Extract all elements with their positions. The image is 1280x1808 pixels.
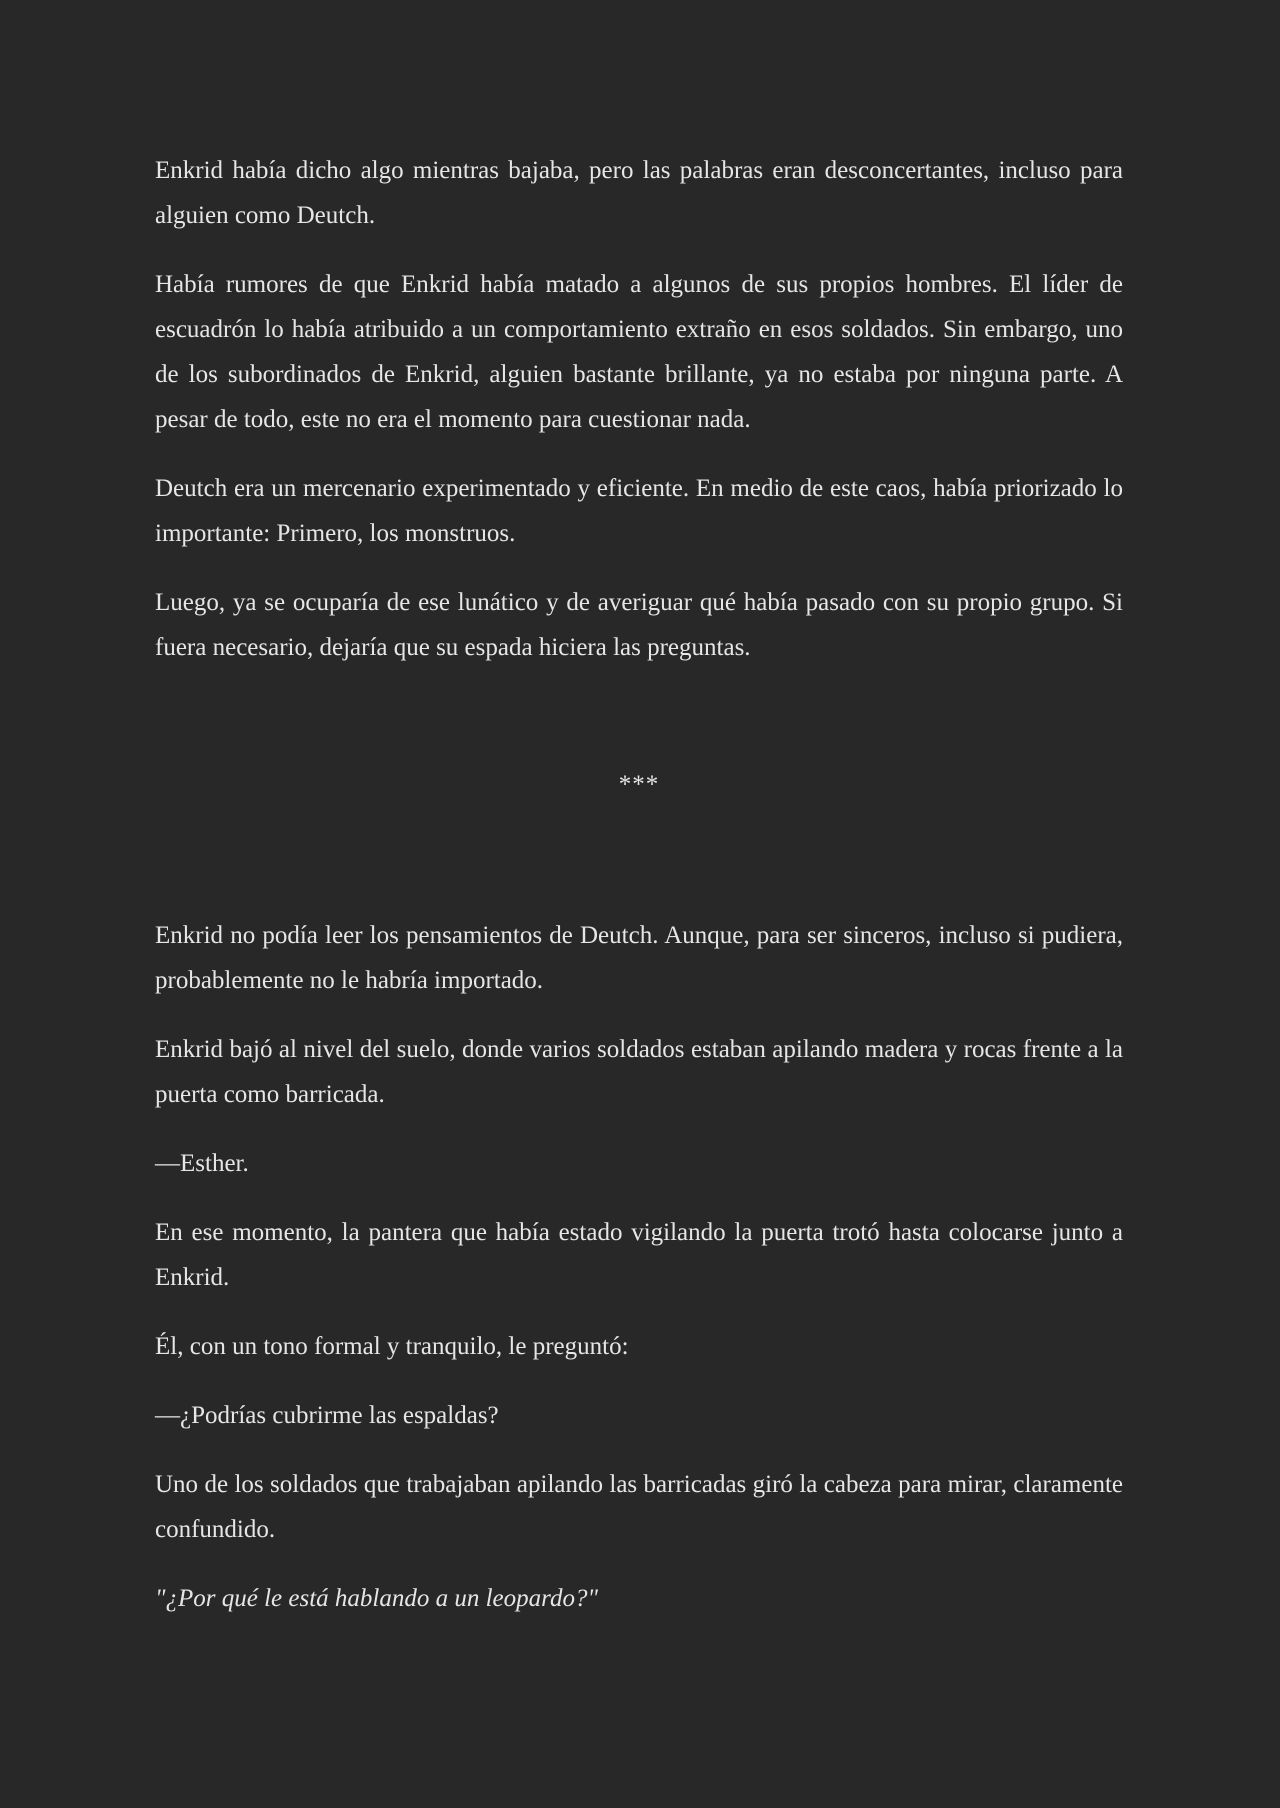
- paragraph: Luego, ya se ocuparía de ese lunático y de averiguar qué había pasado con su propio grupo. Si fuera necesario, dejaría que su espada hiciera las preguntas.: [155, 589, 1123, 661]
- paragraph: Había rumores de que Enkrid había matado a algunos de sus propios hombres. El líder de escuadrón lo había atribuido a un comportamiento extraño en esos soldados. Sin embargo, uno de los subordinados de Enkrid, alguien bastante brillante, ya no estaba por ninguna parte. A pesar de todo, este no era el momento para cuestionar nada.: [155, 271, 1123, 433]
- dialogue-line: —¿Podrías cubrirme las espaldas?: [155, 1402, 499, 1429]
- paragraph: Enkrid bajó al nivel del suelo, donde varios soldados estaban apilando madera y rocas frente a la puerta como barricada.: [155, 1036, 1123, 1108]
- scene-break: ***: [618, 771, 660, 798]
- reader-content: [155, 148, 1123, 1645]
- paragraph: Él, con un tono formal y tranquilo, le preguntó:: [155, 1333, 629, 1360]
- paragraph: Enkrid había dicho algo mientras bajaba, pero las palabras eran desconcertantes, incluso para alguien como Deutch.: [155, 157, 1123, 229]
- inner-thought: "¿Por qué le está hablando a un leopardo?": [155, 1585, 598, 1612]
- paragraph: En ese momento, la pantera que había estado vigilando la puerta trotó hasta colocarse junto a Enkrid.: [155, 1219, 1123, 1291]
- paragraph: Deutch era un mercenario experimentado y eficiente. En medio de este caos, había priorizado lo importante: Primero, los monstruos.: [155, 475, 1123, 547]
- paragraph: Uno de los soldados que trabajaban apilando las barricadas giró la cabeza para mirar, claramente confundido.: [155, 1471, 1123, 1543]
- paragraph: Enkrid no podía leer los pensamientos de Deutch. Aunque, para ser sinceros, incluso si pudiera, probablemente no le habría importado.: [155, 922, 1123, 994]
- dialogue-line: —Esther.: [155, 1150, 249, 1177]
